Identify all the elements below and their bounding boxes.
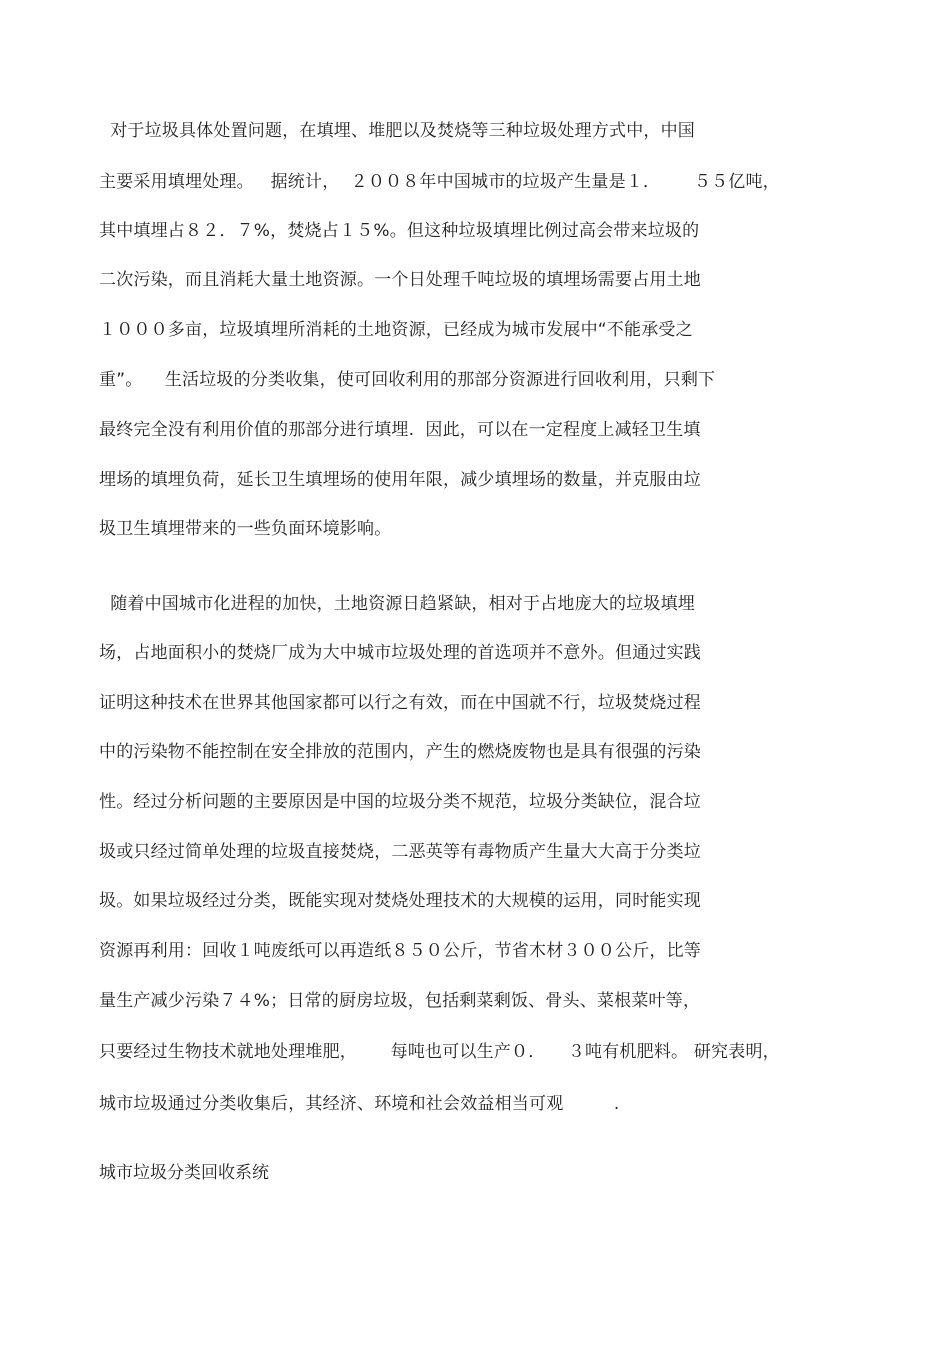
paragraph-line: 对于垃圾具体处置问题，在填埋、堆肥以及焚烧等三种垃圾处理方式中，中国: [99, 121, 696, 141]
paragraph-line: 圾。如果垃圾经过分类，既能实现对焚烧处理技术的大规模的运用，同时能实现: [99, 891, 701, 911]
paragraph-line: 城市垃圾通过分类收集后，其经济、环境和社会效益相当可观 .: [99, 1094, 620, 1114]
paragraph-line: 资源再利用：回收１吨废纸可以再造纸８５０公斤，节省木材３００公斤，比等: [99, 941, 701, 961]
paragraph-line: 其中填埋占８２．７%，焚烧占１５%。但这种垃圾填埋比例过高会带来垃圾的: [99, 221, 700, 241]
paragraph-line: 埋场的填埋负荷，延长卫生填埋场的使用年限，减少填埋场的数量，并克服由垃: [99, 470, 701, 490]
paragraph-line: 证明这种技术在世界其他国家都可以行之有效，而在中国就不行，垃圾焚烧过程: [99, 693, 701, 713]
paragraph-line: 最终完全没有利用价值的那部分进行填埋. 因此，可以在一定程度上减轻卫生填: [99, 420, 701, 440]
paragraph-line: 主要采用填埋处理。 据统计， ２００８年中国城市的垃圾产生量是１． ５５亿吨，: [99, 172, 780, 192]
paragraph-line: 性。经过分析问题的主要原因是中国的垃圾分类不规范，垃圾分类缺位，混合垃: [99, 792, 701, 812]
section-heading: 城市垃圾分类回收系统: [99, 1163, 269, 1183]
paragraph-line: 圾卫生填埋带来的一些负面环境影响。: [99, 519, 392, 539]
paragraph-line: 重”。 生活垃圾的分类收集，使可回收利用的那部分资源进行回收利用，只剩下: [99, 370, 716, 390]
paragraph-line: 只要经过生物技术就地处理堆肥， 每吨也可以生产０． ３吨有机肥料。 研究表明，: [99, 1042, 780, 1062]
paragraph-line: 中的污染物不能控制在安全排放的范围内，产生的燃烧废物也是具有很强的污染: [99, 742, 701, 762]
paragraph-line: １０００多亩，垃圾填埋所消耗的土地资源，已经成为城市发展中“不能承受之: [99, 320, 693, 340]
paragraph-line: 二次污染，而且消耗大量土地资源。一个日处理千吨垃圾的填埋场需要占用土地: [99, 270, 701, 290]
paragraph-line: 随着中国城市化进程的加快，土地资源日趋紧缺，相对于占地庞大的垃圾填埋: [99, 594, 696, 614]
paragraph-line: 圾或只经过简单处理的垃圾直接焚烧，二恶英等有毒物质产生量大大高于分类垃: [99, 842, 701, 862]
paragraph-line: 量生产减少污染７４%；日常的厨房垃圾，包括剩菜剩饭、骨头、菜根菜叶等，: [99, 991, 701, 1011]
paragraph-line: 场，占地面积小的焚烧厂成为大中城市垃圾处理的首选项并不意外。但通过实践: [99, 643, 701, 663]
